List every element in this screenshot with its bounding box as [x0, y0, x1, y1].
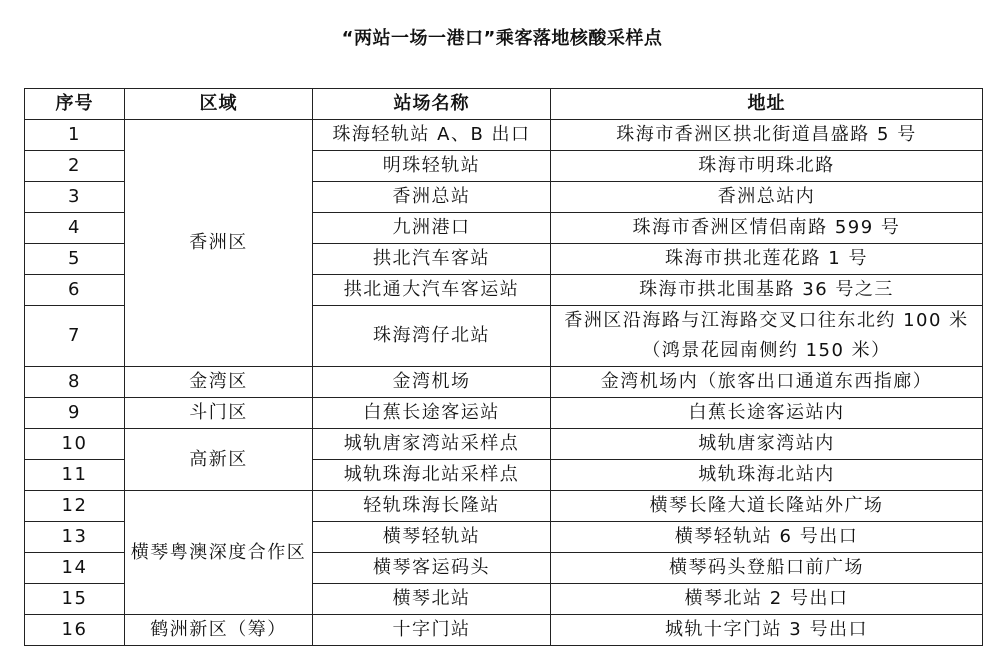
- row-number: 4: [25, 213, 125, 244]
- site-name: 金湾机场: [313, 367, 551, 398]
- site-name: 珠海轻轨站 A、B 出口: [313, 120, 551, 151]
- site-name: 明珠轻轨站: [313, 151, 551, 182]
- site-address: 金湾机场内（旅客出口通道东西指廊）: [551, 367, 983, 398]
- row-number: 16: [25, 615, 125, 646]
- site-address: 城轨珠海北站内: [551, 460, 983, 491]
- row-number: 5: [25, 244, 125, 275]
- row-number: 9: [25, 398, 125, 429]
- site-address: 香洲总站内: [551, 182, 983, 213]
- site-name: 横琴轻轨站: [313, 522, 551, 553]
- site-name: 白蕉长途客运站: [313, 398, 551, 429]
- site-address: 城轨唐家湾站内: [551, 429, 983, 460]
- row-number: 8: [25, 367, 125, 398]
- table-row: [25, 429, 983, 460]
- row-number: 2: [25, 151, 125, 182]
- row-number: 13: [25, 522, 125, 553]
- header-number: 序号: [25, 89, 125, 120]
- site-address: 横琴轻轨站 6 号出口: [551, 522, 983, 553]
- site-address: 横琴北站 2 号出口: [551, 584, 983, 615]
- row-number: 7: [25, 306, 125, 367]
- site-address: 珠海市明珠北路: [551, 151, 983, 182]
- table-row: [25, 615, 983, 646]
- site-name: 轻轨珠海长隆站: [313, 491, 551, 522]
- site-address: 珠海市拱北莲花路 1 号: [551, 244, 983, 275]
- site-name: 横琴北站: [313, 584, 551, 615]
- table-header-row: [25, 89, 983, 120]
- row-number: 10: [25, 429, 125, 460]
- header-address: 地址: [551, 89, 983, 120]
- site-address: 香洲区沿海路与江海路交叉口往东北约 100 米（鸿景花园南侧约 150 米）: [551, 306, 983, 367]
- region-cell: 香洲区: [125, 120, 313, 367]
- table-row: [25, 398, 983, 429]
- site-address: 珠海市香洲区拱北街道昌盛路 5 号: [551, 120, 983, 151]
- header-site-name: 站场名称: [313, 89, 551, 120]
- site-address: 珠海市香洲区情侣南路 599 号: [551, 213, 983, 244]
- row-number: 1: [25, 120, 125, 151]
- site-name: 珠海湾仔北站: [313, 306, 551, 367]
- header-region: 区域: [125, 89, 313, 120]
- row-number: 3: [25, 182, 125, 213]
- site-name: 十字门站: [313, 615, 551, 646]
- region-cell: 鹤洲新区（筹）: [125, 615, 313, 646]
- page-title: “两站一场一港口”乘客落地核酸采样点: [341, 28, 663, 49]
- region-cell: 金湾区: [125, 367, 313, 398]
- row-number: 6: [25, 275, 125, 306]
- table-row: [25, 367, 983, 398]
- site-name: 城轨唐家湾站采样点: [313, 429, 551, 460]
- site-name: 拱北通大汽车客运站: [313, 275, 551, 306]
- site-address: 珠海市拱北围基路 36 号之三: [551, 275, 983, 306]
- site-address: 横琴码头登船口前广场: [551, 553, 983, 584]
- row-number: 12: [25, 491, 125, 522]
- row-number: 14: [25, 553, 125, 584]
- site-name: 九洲港口: [313, 213, 551, 244]
- site-name: 香洲总站: [313, 182, 551, 213]
- site-address: 横琴长隆大道长隆站外广场: [551, 491, 983, 522]
- table-row: [25, 491, 983, 522]
- site-name: 横琴客运码头: [313, 553, 551, 584]
- table-row: [25, 120, 983, 151]
- region-cell: 横琴粤澳深度合作区: [125, 491, 313, 615]
- site-address: 城轨十字门站 3 号出口: [551, 615, 983, 646]
- row-number: 11: [25, 460, 125, 491]
- site-name: 拱北汽车客站: [313, 244, 551, 275]
- site-address: 白蕉长途客运站内: [551, 398, 983, 429]
- region-cell: 斗门区: [125, 398, 313, 429]
- site-name: 城轨珠海北站采样点: [313, 460, 551, 491]
- region-cell: 高新区: [125, 429, 313, 491]
- sampling-sites-table: [24, 88, 983, 646]
- row-number: 15: [25, 584, 125, 615]
